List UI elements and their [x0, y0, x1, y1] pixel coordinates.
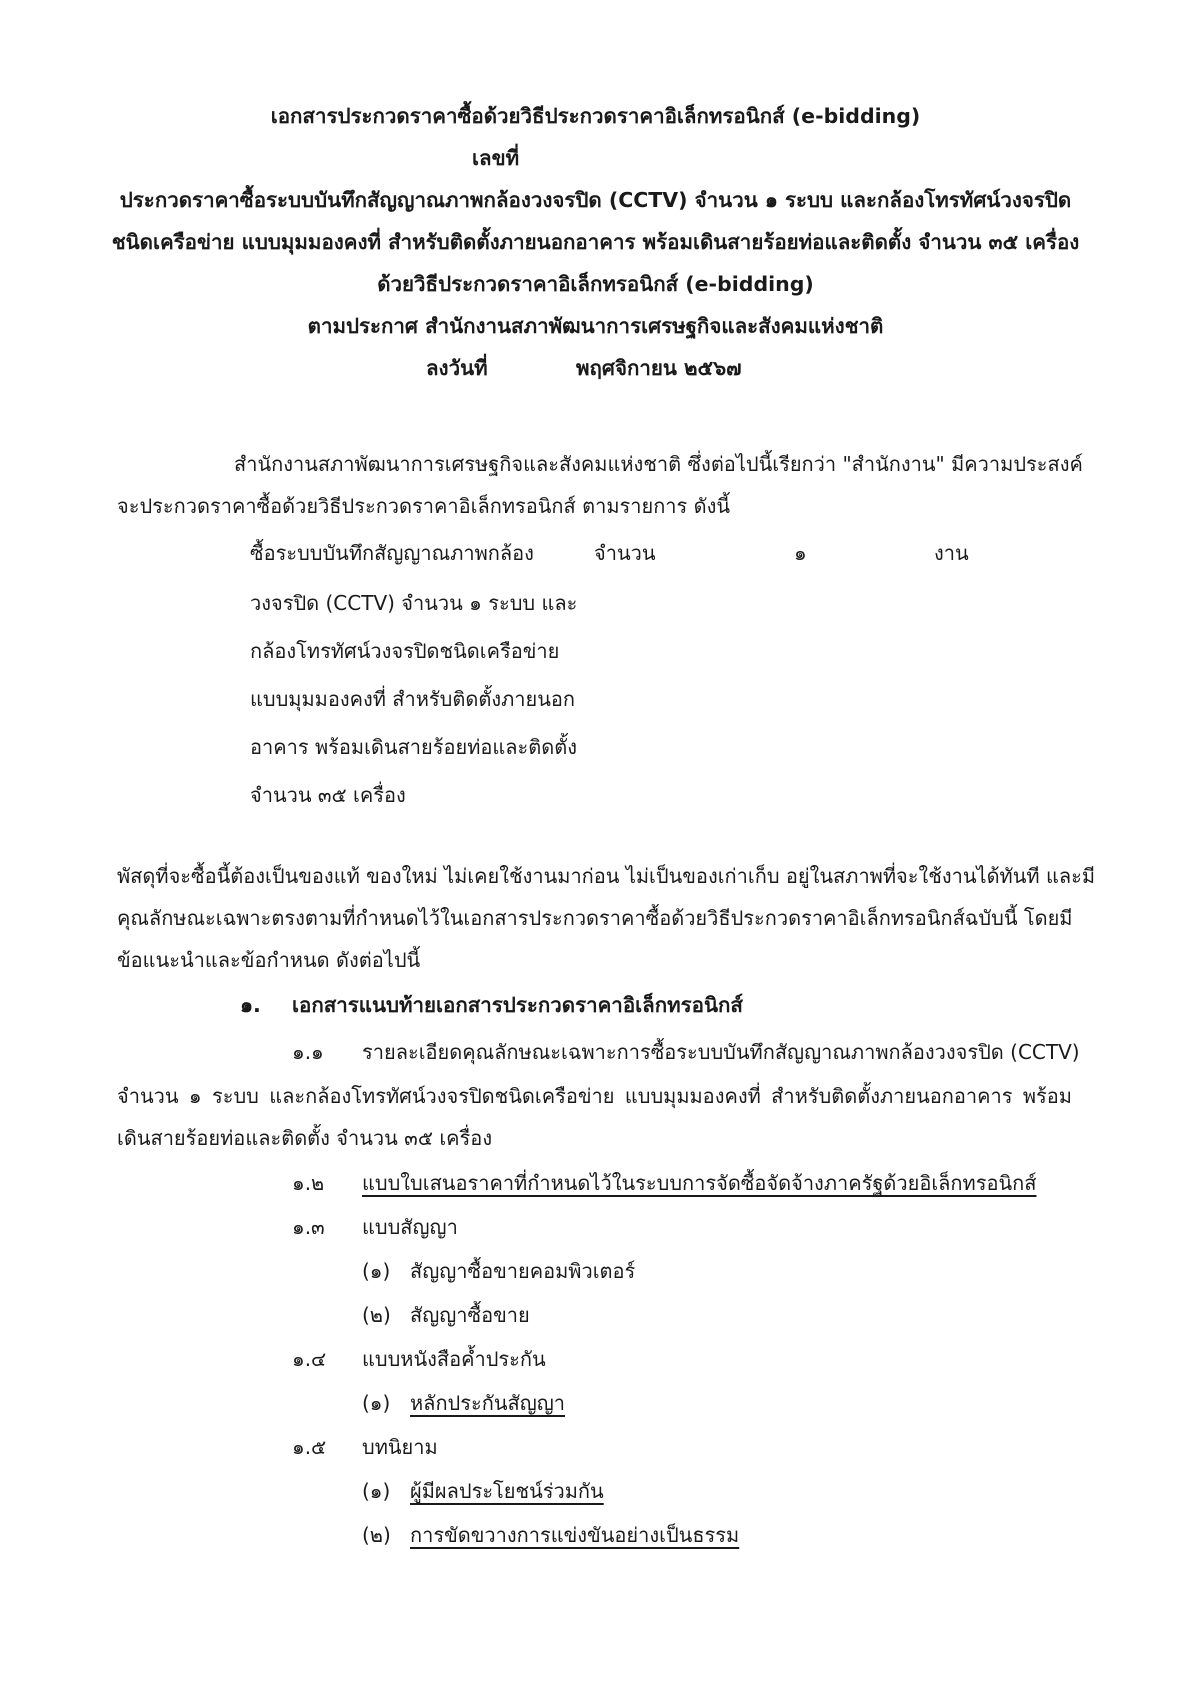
- sub-item-text: สัญญาซื้อขายคอมพิวเตอร์: [410, 1259, 636, 1283]
- clause-1-5-title: บทนิยาม: [362, 1435, 438, 1459]
- clause-1-1-line-3: เดินสายร้อยท่อและติดตั้ง จำนวน ๓๕ เครื่อง: [117, 1126, 493, 1150]
- subject-line-2: ชนิดเครือข่าย แบบมุมมองคงที่ สำหรับติดตั้งภายนอกอาคาร พร้อมเดินสายร้อยท่อและติดตั้ง จำนวน ๓๕ เครื่อง: [111, 230, 1080, 254]
- clause-1-3-number: ๑.๓: [292, 1215, 325, 1239]
- clause-1-1-line-2: จำนวน ๑ ระบบ และกล้องโทรทัศน์วงจรปิดชนิดเครือข่าย แบบมุมมองคงที่ สำหรับติดตั้งภายนอกอาคาร พร้อม: [117, 1084, 1072, 1108]
- fair-competition-link[interactable]: การขัดขวางการแข่งขันอย่างเป็นธรรม: [410, 1523, 740, 1547]
- sub-item-number: (๒): [362, 1523, 391, 1547]
- conditions-line-2: คุณลักษณะเฉพาะตรงตามที่กำหนดไว้ในเอกสารประกวดราคาซื้อด้วยวิธีประกวดราคาอิเล็กทรอนิกส์ฉบับนี้ โดยมี: [117, 906, 1073, 930]
- sub-item-number: (๒): [362, 1303, 391, 1327]
- sub-item-text: สัญญาซื้อขาย: [410, 1303, 530, 1327]
- clause-1-2-link[interactable]: แบบใบเสนอราคาที่กำหนดไว้ในระบบการจัดซื้อจัดจ้างภาครัฐด้วยอิเล็กทรอนิกส์: [362, 1171, 1037, 1195]
- method-line: ด้วยวิธีประกวดราคาอิเล็กทรอนิกส์ (e-bidding): [377, 272, 814, 296]
- date-value: พฤศจิกายน ๒๕๖๗: [576, 356, 742, 380]
- conditions-line-1: พัสดุที่จะซื้อนี้ต้องเป็นของแท้ ของใหม่ ไม่เคยใช้งานมาก่อน ไม่เป็นของเก่าเก็บ อยู่ในสภาพที่จะใช้งานได้ทันที และมี: [117, 864, 1096, 888]
- contract-guarantee-link[interactable]: หลักประกันสัญญา: [410, 1391, 566, 1415]
- clause-1-1-number: ๑.๑: [292, 1040, 324, 1064]
- sub-item-number: (๑): [362, 1259, 391, 1283]
- unit-label: งาน: [934, 541, 969, 565]
- clause-1-5-number: ๑.๕: [292, 1435, 327, 1459]
- item-line: ซื้อระบบบันทึกสัญญาณภาพกล้อง: [250, 541, 534, 565]
- document-number-label: เลขที่: [472, 146, 520, 170]
- item-line: กล้องโทรทัศน์วงจรปิดชนิดเครือข่าย: [250, 639, 560, 663]
- clause-1-1-line-1: รายละเอียดคุณลักษณะเฉพาะการซื้อระบบบันทึกสัญญาณภาพกล้องวงจรปิด (CCTV): [362, 1040, 1080, 1064]
- clause-1-3-title: แบบสัญญา: [362, 1215, 458, 1239]
- sub-item-number: (๑): [362, 1391, 391, 1415]
- clause-1-4-title: แบบหนังสือค้ำประกัน: [362, 1347, 546, 1371]
- intro-line-2: จะประกวดราคาซื้อด้วยวิธีประกวดราคาอิเล็กทรอนิกส์ ตามรายการ ดังนี้: [117, 494, 731, 518]
- document-title: เอกสารประกวดราคาซื้อด้วยวิธีประกวดราคาอิเล็กทรอนิกส์ (e-bidding): [270, 104, 921, 128]
- clause-1-2-number: ๑.๒: [292, 1171, 325, 1195]
- section-1-title: เอกสารแนบท้ายเอกสารประกวดราคาอิเล็กทรอนิกส์: [292, 993, 743, 1017]
- item-line: วงจรปิด (CCTV) จำนวน ๑ ระบบ และ: [250, 591, 578, 615]
- intro-line-1: สำนักงานสภาพัฒนาการเศรษฐกิจและสังคมแห่งชาติ ซึ่งต่อไปนี้เรียกว่า "สำนักงาน" มีความประสงค์: [234, 452, 1083, 476]
- quantity-label: จำนวน: [594, 541, 656, 565]
- section-1-number: ๑.: [240, 993, 261, 1017]
- subject-line-1: ประกวดราคาซื้อระบบบันทึกสัญญาณภาพกล้องวงจรปิด (CCTV) จำนวน ๑ ระบบ และกล้องโทรทัศน์วงจรปิด: [119, 188, 1072, 212]
- conditions-line-3: ข้อแนะนำและข้อกำหนด ดังต่อไปนี้: [117, 948, 421, 972]
- item-line: จำนวน ๓๕ เครื่อง: [250, 783, 406, 807]
- sub-item-number: (๑): [362, 1479, 391, 1503]
- clause-1-4-number: ๑.๔: [292, 1347, 327, 1371]
- date-label: ลงวันที่: [426, 356, 488, 380]
- item-line: แบบมุมมองคงที่ สำหรับติดตั้งภายนอก: [250, 687, 576, 711]
- item-line: อาคาร พร้อมเดินสายร้อยท่อและติดตั้ง: [250, 735, 578, 759]
- announcement-line: ตามประกาศ สำนักงานสภาพัฒนาการเศรษฐกิจและสังคมแห่งชาติ: [307, 314, 884, 338]
- quantity-value: ๑: [794, 541, 807, 565]
- joint-interest-link[interactable]: ผู้มีผลประโยชน์ร่วมกัน: [410, 1479, 604, 1503]
